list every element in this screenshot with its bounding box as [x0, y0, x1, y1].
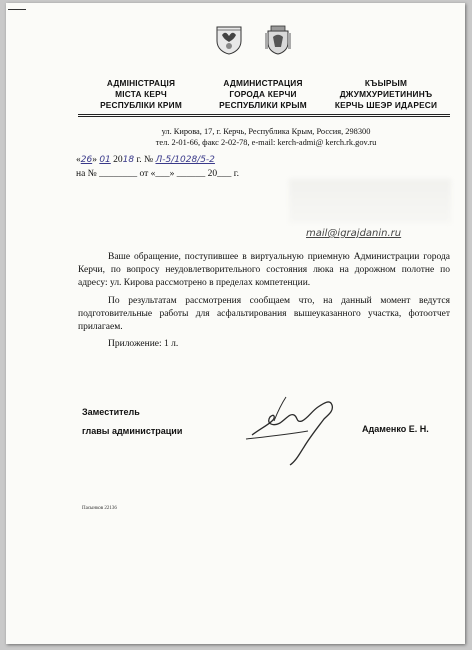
- signatory-title: [82, 403, 182, 441]
- recipient-email: mail@igrajdanin.ru: [306, 228, 402, 239]
- header-ru-line: АДМИНИСТРАЦИЯ: [223, 78, 303, 88]
- signatory-title-line: главы администрации: [82, 426, 183, 436]
- ref-year-end: г. №: [134, 155, 154, 165]
- ref-year-suffix: 18: [122, 155, 135, 165]
- header-ua-line: АДМІНІСТРАЦІЯ: [106, 78, 176, 88]
- ref-quote-close: »: [92, 155, 97, 165]
- ref-day: 26: [80, 155, 93, 165]
- header-crh-line: ДЖУМХУРИЕТИНИНЪ: [339, 89, 433, 99]
- header-divider: [78, 114, 450, 115]
- redacted-recipient: [289, 179, 451, 223]
- signatory-name: Адаменко Е. Н.: [362, 424, 429, 434]
- executor-note: Пасынков 22136: [82, 506, 117, 511]
- header-ru-line: РЕСПУБЛИКИ КРЫМ: [219, 100, 307, 110]
- header-russian: [203, 78, 323, 111]
- header-ua-line: МІСТА КЕРЧ: [115, 89, 167, 99]
- crimea-coat-of-arms-icon: [216, 25, 242, 55]
- corner-mark: [8, 9, 26, 10]
- letter-body: [78, 251, 450, 351]
- attachment-note: Приложение: 1 л.: [108, 338, 179, 349]
- kerch-coat-of-arms-icon: [265, 25, 291, 55]
- address-block: [106, 126, 426, 148]
- document-page: [6, 3, 465, 644]
- signatory-title-line: Заместитель: [82, 407, 140, 417]
- header-crh-line: КЕРЧЬ ШЕЭР ИДАРЕСИ: [334, 100, 438, 110]
- contact-info: тел. 2-01-66, факс 2-02-78, e-mail: kerch-admi@ kerch.rk.gov.ru: [155, 138, 377, 147]
- body-paragraph: По результатам рассмотрения сообщаем что, на данный момент ведутся подготовительные работы для асфальтирования вышеуказанного участка, фотоотчет прилагаем.: [78, 296, 450, 332]
- incoming-reference: на № ________ от «___» ______ 20___ г.: [76, 169, 239, 179]
- header-ru-line: ГОРОДА КЕРЧИ: [229, 89, 297, 99]
- ref-number: Л-5/1028/5-2: [155, 155, 215, 165]
- header-crh-line: КЪЫРЫМ: [364, 78, 408, 88]
- handwritten-signature: [244, 391, 349, 473]
- header-ukrainian: [81, 78, 201, 111]
- header-crimean-tatar: [326, 78, 446, 111]
- header-divider: [78, 116, 450, 117]
- outgoing-reference: [76, 155, 215, 165]
- ref-month: 01: [99, 155, 111, 165]
- postal-address: ул. Кирова, 17, г. Керчь, Республика Крым, Россия, 298300: [161, 127, 371, 136]
- body-paragraph: Ваше обращение, поступившее в виртуальную приемную Администрации города Керчи, по вопросу неудовлетворительного состояния люка на дорожном полотне по адресу: ул. Кирова рассмотрено в пределах компетенции.: [78, 252, 450, 288]
- header-ua-line: РЕСПУБЛІКИ КРИМ: [100, 100, 182, 110]
- ref-year-prefix: 20: [113, 155, 123, 165]
- ref-quote-open: «: [76, 155, 81, 165]
